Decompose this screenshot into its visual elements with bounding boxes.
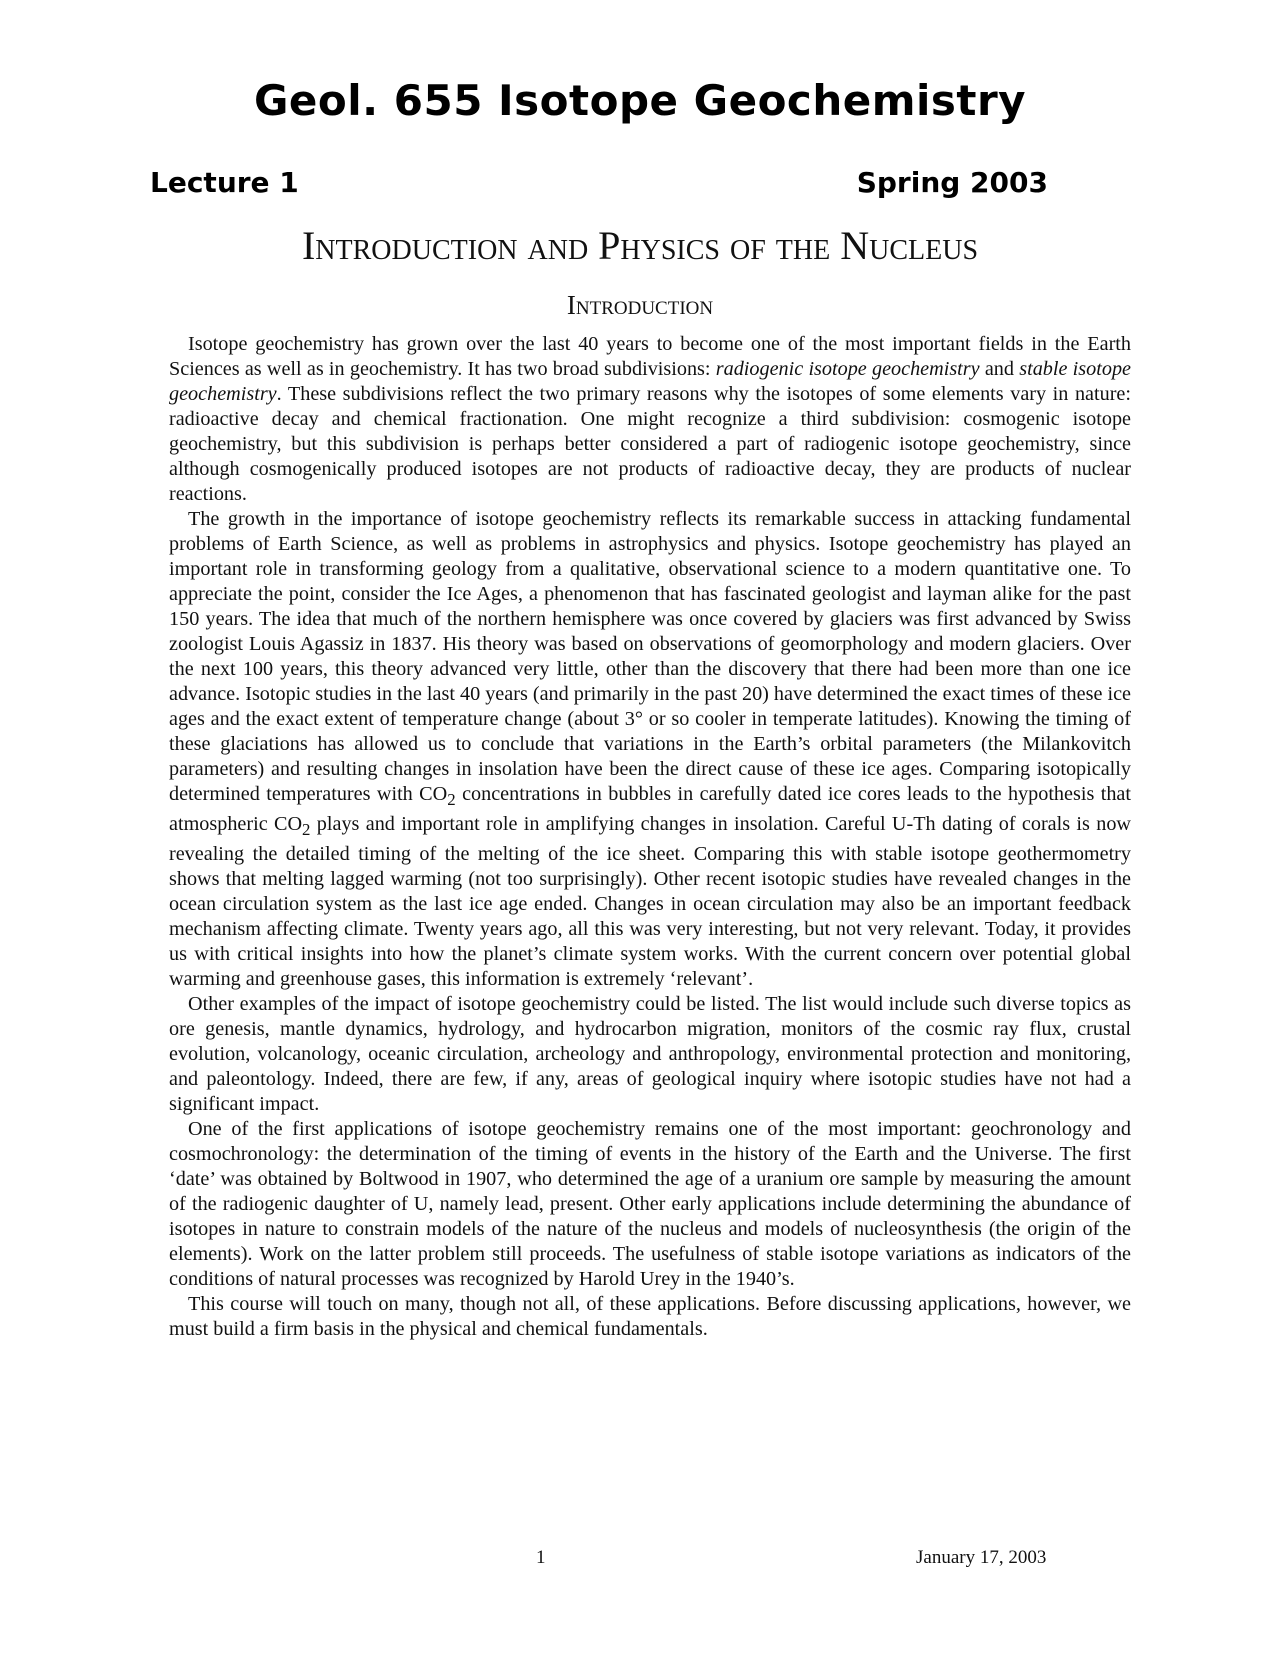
term-label: Spring 2003 (856, 166, 1048, 199)
body-text (169, 332, 1131, 1342)
page-number: 1 (536, 1547, 546, 1568)
paragraph-2: The growth in the importance of isotope geochemistry reflects its remarkable success in attacking fundamental problems of Earth Science, as well as problems in astrophysics and physics. Isotope geochemistry has played an important role in transforming geology from a qualitative, observational science to a modern quantitative one. To appreciate the point, consider the Ice Ages, a phenomenon that has fascinated geologist and layman alike for the past 150 years. The idea that much of the northern hemisphere was once covered by glaciers was first advanced by Swiss zoologist Louis Agassiz in 1837. His theory was based on observations of geomorphology and modern glaciers. Over the next 100 years, this theory advanced very little, other than the discovery that there had been more than one ice advance. Isotopic studies in the last 40 years (and primarily in the past 20) have determined the exact times of these ice ages and the exact extent of temperature change (about 3° or so cooler in temperate latitudes). Knowing the timing of these glaciations has allowed us to conclude that variations in the Earth’s orbital parameters (the Milankovitch parameters) and resulting changes in insolation have been the direct cause of these ice ages. Comparing isotopically determined temperatures with $CO_2$ concentrations in bubbles in carefully dated ice cores leads to the hypothesis that atmospheric $CO_2$ plays and important role in amplifying changes in insolation. Careful U-Th dating of corals is now revealing the detailed timing of the melting of the ice sheet. Comparing this with stable isotope geothermometry shows that melting lagged warming (not too surprisingly). Other recent isotopic studies have revealed changes in the ocean circulation system as the last ice age ended. Changes in ocean circulation may also be an important feedback mechanism affecting climate. Twenty years ago, all this was very interesting, but not very relevant. Today, it provides us with critical insights into how the planet’s climate system works. With the current concern over potential global warming and greenhouse gases, this information is extremely ‘relevant’. (169, 508, 1131, 991)
footer-date: January 17, 2003 (916, 1547, 1047, 1568)
chapter-title: Introduction and Physics of the Nucleus (301, 223, 979, 268)
paragraph-3: Other examples of the impact of isotope geochemistry could be listed. The list would include such diverse topics as ore genesis, mantle dynamics, hydrology, and hydrocarbon migration, monitors of the cosmic ray flux, crustal evolution, volcanology, oceanic circulation, archeology and anthropology, environmental protection and monitoring, and paleontology. Indeed, there are few, if any, areas of geological inquiry where isotopic studies have not had a significant impact. (169, 993, 1131, 1116)
paragraph-1: Isotope geochemistry has grown over the last 40 years to become one of the most important fields in the Earth Sciences as well as in geochemistry. It has two broad subdivisions: radiogenic isotope geochemistry and stable isotope geochemistry. These subdivisions reflect the two primary reasons why the isotopes of some elements vary in nature: radioactive decay and chemical fractionation. One might recognize a third subdivision: cosmogenic isotope geochemistry, but this subdivision is perhaps better considered a part of radiogenic isotope geochemistry, since although cosmogenically produced isotopes are not products of radioactive decay, they are products of nuclear reactions. (169, 333, 1131, 505)
paragraph-4: One of the first applications of isotope geochemistry remains one of the most important: geochronology and cosmochronology: the determination of the timing of events in the history of the Earth and the Universe. The first ‘date’ was obtained by Boltwood in 1907, who determined the age of a uranium ore sample by measuring the amount of the radiogenic daughter of U, namely lead, present. Other early applications include determining the abundance of isotopes in nature to constrain models of the nature of the nucleus and models of nucleosynthesis (the origin of the elements). Work on the latter problem still proceeds. The usefulness of stable isotope variations as indicators of the conditions of natural processes was recognized by Harold Urey in the 1940’s. (169, 1118, 1131, 1291)
emphasis-stable: stable isotope geochemistry (169, 358, 1131, 405)
lecture-label: Lecture 1 (150, 166, 299, 199)
section-title: Introduction (566, 290, 714, 320)
emphasis-radiogenic: radiogenic isotope geochemistry (715, 358, 980, 380)
paragraph-5: This course will touch on many, though not all, of these applications. Before discussing applications, however, we must build a firm basis in the physical and chemical fundamentals. (169, 1293, 1131, 1341)
course-title: Geol. 655 Isotope Geochemistry (253, 76, 1027, 125)
